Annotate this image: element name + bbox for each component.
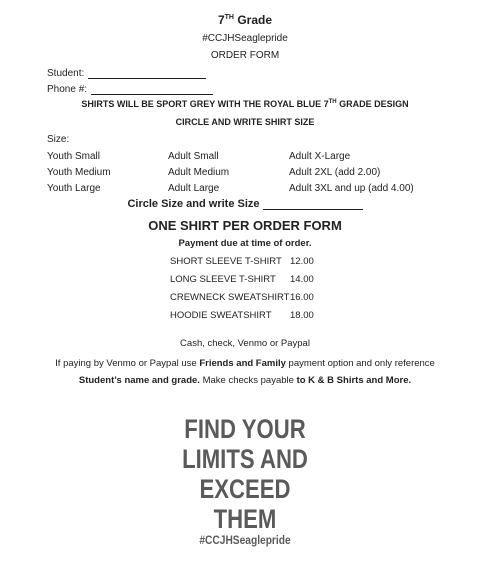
item-name: LONG SLEEVE T-SHIRT bbox=[170, 274, 276, 285]
payment-emphasis: Friends and Family bbox=[199, 358, 286, 369]
item-name: HOODIE SWEATSHIRT bbox=[170, 310, 272, 321]
phone-label: Phone #: bbox=[47, 84, 88, 95]
circle-size-field[interactable] bbox=[0, 198, 490, 210]
youth-size-column bbox=[47, 149, 111, 197]
price-row bbox=[170, 253, 350, 271]
payment-due-note: Payment due at time of order. bbox=[178, 238, 312, 249]
adult-plus-size-column bbox=[289, 149, 414, 197]
payment-text: Make checks payable bbox=[199, 375, 297, 386]
shirt-note-end: GRADE DESIGN bbox=[336, 99, 409, 109]
shirt-note-text: SHIRTS WILL BE SPORT GREY WITH THE ROYAL BLUE 7 bbox=[81, 99, 329, 109]
student-blank-line[interactable] bbox=[88, 68, 206, 79]
slogan-line: THEM bbox=[213, 504, 277, 534]
shirt-note-sup: TH bbox=[328, 99, 337, 105]
one-shirt-notice: ONE SHIRT PER ORDER FORM bbox=[148, 218, 342, 233]
size-option[interactable]: Adult 3XL and up (add 4.00) bbox=[289, 183, 414, 194]
payment-emphasis: Student’s name and grade. bbox=[78, 375, 200, 386]
phone-field[interactable] bbox=[47, 84, 213, 95]
adult-size-column bbox=[168, 149, 229, 197]
payment-text: payment option and only reference bbox=[285, 358, 435, 369]
student-label: Student: bbox=[47, 68, 85, 79]
item-price: 16.00 bbox=[290, 292, 314, 303]
shirt-color-note bbox=[0, 99, 490, 109]
phone-blank-line[interactable] bbox=[91, 84, 213, 95]
payment-text: If paying by Venmo or Paypal use bbox=[55, 358, 200, 369]
circle-size-label: Circle Size and write Size bbox=[127, 198, 260, 210]
item-name: SHORT SLEEVE T-SHIRT bbox=[170, 256, 282, 267]
size-option[interactable]: Youth Medium bbox=[47, 167, 111, 178]
size-option[interactable]: Adult Small bbox=[168, 151, 219, 162]
item-price: 12.00 bbox=[290, 256, 314, 267]
payment-methods: Cash, check, Venmo or Paypal bbox=[180, 338, 310, 349]
price-row bbox=[170, 289, 350, 307]
slogan-line: EXCEED bbox=[199, 474, 291, 504]
grade-number: 7 bbox=[217, 13, 225, 27]
grade-title bbox=[0, 13, 490, 27]
price-row bbox=[170, 271, 350, 289]
grade-word: Grade bbox=[234, 13, 273, 27]
circle-instruction: CIRCLE AND WRITE SHIRT SIZE bbox=[175, 117, 315, 127]
grade-superscript: TH bbox=[224, 14, 234, 21]
size-option[interactable]: Adult Large bbox=[168, 183, 220, 194]
student-field[interactable] bbox=[47, 68, 206, 79]
item-price: 18.00 bbox=[290, 310, 314, 321]
slogan-line: FIND YOUR bbox=[184, 414, 306, 444]
price-row bbox=[170, 307, 350, 325]
size-blank-line[interactable] bbox=[263, 198, 363, 210]
form-title: ORDER FORM bbox=[210, 50, 280, 61]
size-option[interactable]: Youth Small bbox=[47, 151, 100, 162]
slogan bbox=[44, 414, 446, 534]
item-price: 14.00 bbox=[290, 274, 314, 285]
size-option[interactable]: Youth Large bbox=[47, 183, 101, 194]
slogan-line: LIMITS AND bbox=[182, 444, 308, 474]
hashtag-header: #CCJHSeaglepride bbox=[202, 33, 288, 44]
payment-emphasis: to K & B Shirts and More. bbox=[296, 375, 412, 386]
price-list bbox=[170, 253, 350, 325]
item-name: CREWNECK SWEATSHIRT bbox=[170, 292, 290, 303]
size-label: Size: bbox=[47, 134, 70, 145]
size-option[interactable]: Adult Medium bbox=[168, 167, 230, 178]
slogan-hashtag: #CCJHSeaglepride bbox=[199, 533, 291, 547]
size-option[interactable]: Adult X-Large bbox=[289, 151, 351, 162]
size-option[interactable]: Adult 2XL (add 2.00) bbox=[289, 167, 381, 178]
payment-instructions bbox=[45, 355, 445, 389]
